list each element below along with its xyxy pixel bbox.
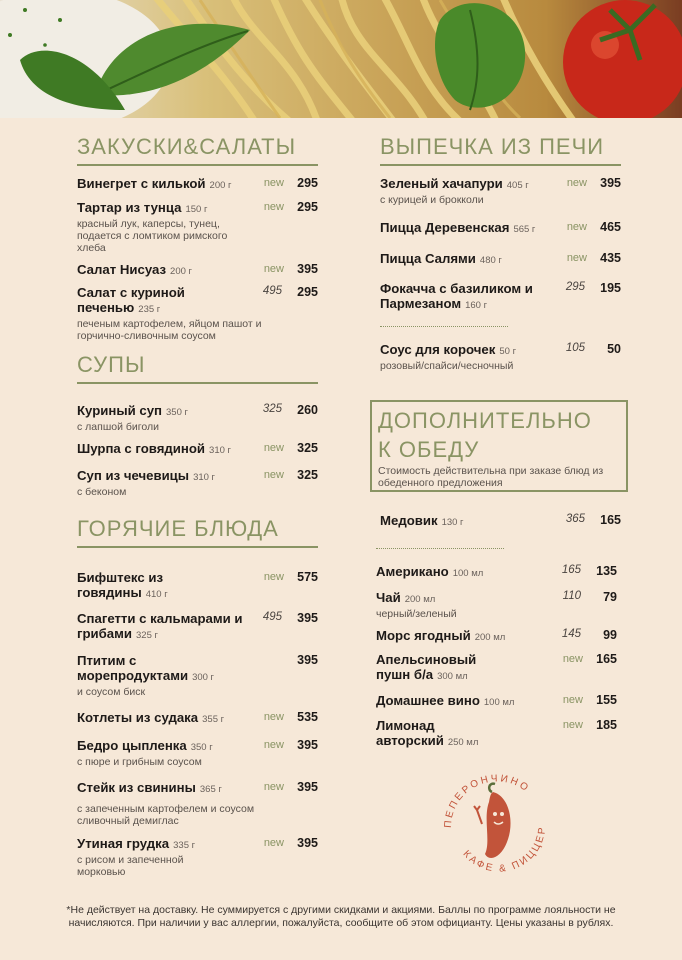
item-weight: 100 мл	[483, 697, 515, 708]
menu-item	[77, 262, 318, 279]
menu-item	[77, 441, 318, 458]
item-weight: 310 г	[193, 472, 216, 483]
item-description: и соусом биск	[77, 686, 146, 698]
menu-item	[77, 611, 318, 643]
section-rule	[77, 546, 318, 548]
item-weight: 405 г	[506, 180, 529, 191]
item-weight: 325 г	[136, 630, 158, 641]
item-name: Спагетти с кальмарами и грибами	[77, 611, 243, 641]
item-name: Соус для корочек	[380, 342, 496, 357]
item-description: с рисом и запеченной морковью	[77, 854, 184, 878]
item-price: 395	[297, 653, 318, 667]
item-price: 325	[297, 468, 318, 482]
item-name: Бедро цыпленка	[77, 738, 187, 753]
item-price: 395	[297, 611, 318, 625]
box-title-line2: К ОБЕДУ	[378, 437, 480, 462]
item-name: Зеленый хачапури	[380, 176, 503, 191]
section-rule	[380, 164, 621, 166]
logo-text-top: ПЕПЕРОНЧИНО	[442, 773, 532, 829]
item-description: с запеченным картофелем и соусом сливочный демиглас	[77, 803, 255, 827]
item-price: 575	[297, 570, 318, 584]
item-weight: 200 мл	[474, 632, 506, 643]
item-weight: 300 мл	[437, 671, 468, 682]
item-weight: 300 г	[192, 672, 215, 683]
box-description: Стоимость действительна при заказе блюд из обеденного предложения	[378, 465, 604, 489]
section-title-goryachie: ГОРЯЧИЕ БЛЮДА	[77, 516, 279, 541]
item-weight: 150 г	[185, 204, 208, 215]
menu-item	[376, 652, 617, 684]
section-title-vypechka: ВЫПЕЧКА ИЗ ПЕЧИ	[380, 134, 605, 159]
menu-item	[380, 220, 621, 237]
menu-item	[77, 710, 318, 727]
new-badge: new	[263, 469, 284, 481]
item-name: Птитим с морепродуктами	[77, 653, 189, 683]
item-price: 325	[297, 441, 318, 455]
menu-item	[380, 176, 621, 206]
item-price: 195	[600, 281, 621, 295]
menu-item	[380, 251, 621, 268]
old-price: 495	[262, 285, 282, 297]
item-price: 185	[596, 718, 617, 732]
old-price: 165	[561, 564, 581, 576]
item-weight: 200 г	[209, 180, 232, 191]
item-price: 395	[297, 836, 318, 850]
item-weight: 50 г	[499, 346, 517, 357]
new-badge: new	[562, 694, 583, 706]
item-price: 295	[297, 200, 318, 214]
item-price: 135	[596, 564, 617, 578]
menu-item	[380, 281, 621, 313]
hero-illustration	[0, 0, 682, 118]
section-title-zakuski: ЗАКУСКИ&САЛАТЫ	[77, 134, 297, 159]
new-badge: new	[566, 177, 587, 189]
item-name: Фокачча с базиликом и Пармезаном	[380, 281, 533, 311]
new-badge: new	[263, 837, 284, 849]
section-rule	[77, 382, 318, 384]
new-badge: new	[566, 221, 587, 233]
item-weight: 350 г	[190, 742, 213, 753]
item-weight: 100 мл	[452, 568, 484, 579]
item-weight: 350 г	[166, 407, 188, 418]
box-title-line1: ДОПОЛНИТЕЛЬНО	[378, 408, 592, 433]
item-description: розовый/спайси/чесночный	[380, 360, 514, 372]
item-name: Суп из чечевицы	[77, 468, 190, 483]
hero-food-image	[0, 0, 682, 118]
item-weight: 200 мл	[404, 594, 436, 605]
new-badge: new	[263, 571, 284, 583]
item-weight: 200 г	[170, 266, 192, 277]
lunch-extras-box	[370, 400, 628, 492]
item-description: с лапшой биголи	[77, 421, 159, 433]
item-name: Винегрет с килькой	[77, 176, 206, 191]
menu-item	[77, 780, 318, 827]
item-name: Тартар из тунца	[77, 200, 182, 215]
item-name: Стейк из свинины	[77, 780, 196, 795]
item-name: Салат Нисуаз	[77, 262, 167, 277]
item-price: 465	[600, 220, 621, 234]
new-badge: new	[263, 781, 284, 793]
item-name: Утиная грудка	[77, 836, 170, 851]
item-weight: 410 г	[145, 589, 168, 600]
item-description: печеным картофелем, яйцом пашот и горчично-сливочным соусом	[77, 318, 262, 342]
footnote: *Не действует на доставку. Не суммируется с другими скидками и акциями. Баллы по программе лояльности не начисляются. При наличии у вас аллергии, пожалуйста, сообщите об этом официанту. Цены указаны в рублях.	[66, 904, 616, 929]
item-price: 50	[607, 342, 621, 356]
item-weight: 565 г	[513, 224, 536, 235]
old-price: 365	[565, 513, 585, 525]
menu-item	[77, 738, 318, 768]
new-badge: new	[263, 201, 284, 213]
new-badge: new	[263, 711, 284, 723]
new-badge: new	[562, 719, 583, 731]
new-badge: new	[263, 739, 284, 751]
item-description: с пюре и грибным соусом	[77, 756, 202, 768]
item-name: Апельсиновый пушн б/а	[376, 652, 477, 682]
old-price: 105	[565, 342, 585, 354]
item-price: 165	[596, 652, 617, 666]
item-name: Салат с куриной печенью	[77, 285, 185, 315]
item-description: красный лук, каперсы, тунец, подается с ломтиком римского хлеба	[77, 218, 228, 254]
old-price: 495	[262, 611, 282, 623]
item-description: с беконом	[77, 486, 127, 498]
section-rule	[77, 164, 318, 166]
pepper-logo-icon	[437, 762, 557, 882]
menu-item	[376, 628, 617, 645]
section-title-dop	[378, 406, 592, 464]
item-price: 395	[297, 738, 318, 752]
section-title-supy: СУПЫ	[77, 352, 146, 377]
item-weight: 335 г	[173, 840, 196, 851]
old-price: 110	[562, 590, 581, 602]
item-weight: 355 г	[202, 714, 225, 725]
dotted-divider	[380, 326, 508, 327]
new-badge: new	[562, 653, 583, 665]
item-name: Пицца Деревенская	[380, 220, 510, 235]
menu-item	[376, 693, 617, 710]
item-description: с курицей и брокколи	[380, 194, 484, 206]
item-name: Котлеты из судака	[77, 710, 199, 725]
item-weight: 235 г	[138, 304, 161, 315]
item-price: 395	[297, 262, 318, 276]
menu-item	[77, 200, 318, 254]
logo-text-bottom: КАФЕ & ПИЦЦЕР	[460, 824, 549, 875]
old-price: 325	[262, 403, 282, 415]
item-price: 535	[297, 710, 318, 724]
item-name: Пицца Салями	[380, 251, 476, 266]
old-price: 145	[561, 628, 581, 640]
item-name: Бифштекс из говядины	[77, 570, 163, 600]
item-price: 395	[600, 176, 621, 190]
item-description: черный/зеленый	[376, 608, 457, 620]
item-name: Домашнее вино	[376, 693, 480, 708]
menu-item	[380, 342, 621, 372]
item-price: 99	[603, 628, 617, 642]
menu-item	[77, 403, 318, 433]
item-weight: 250 мл	[447, 737, 479, 748]
item-name: Американо	[376, 564, 449, 579]
old-price: 295	[565, 281, 585, 293]
item-name: Чай	[376, 590, 401, 605]
new-badge: new	[263, 177, 284, 189]
item-price: 155	[596, 693, 617, 707]
menu-item	[77, 653, 318, 698]
menu-item	[376, 564, 617, 581]
item-price: 295	[297, 285, 318, 299]
item-weight: 130 г	[441, 517, 464, 528]
new-badge: new	[263, 263, 284, 275]
menu-item	[77, 176, 318, 193]
new-badge: new	[566, 252, 587, 264]
item-price: 79	[603, 590, 617, 604]
item-price: 165	[600, 513, 621, 527]
brand-logo	[437, 762, 557, 882]
menu-item	[77, 285, 318, 342]
menu-item	[77, 836, 318, 878]
menu-item	[376, 718, 617, 750]
menu-item	[380, 513, 621, 530]
menu-item	[77, 468, 318, 498]
menu-item	[77, 570, 318, 602]
menu-item	[376, 590, 617, 620]
item-price: 260	[297, 403, 318, 417]
new-badge: new	[263, 442, 284, 454]
item-name: Медовик	[380, 513, 438, 528]
item-name: Шурпа с говядиной	[77, 441, 206, 456]
item-price: 295	[297, 176, 318, 190]
item-price: 435	[600, 251, 621, 265]
item-name: Морс ягодный	[376, 628, 471, 643]
item-weight: 480 г	[479, 255, 502, 266]
item-weight: 310 г	[209, 445, 232, 456]
item-name: Лимонад авторский	[376, 718, 444, 748]
item-weight: 365 г	[199, 784, 222, 795]
dotted-divider	[376, 548, 504, 549]
item-weight: 160 г	[465, 300, 488, 311]
item-name: Куриный суп	[77, 403, 163, 418]
item-price: 395	[297, 780, 318, 794]
